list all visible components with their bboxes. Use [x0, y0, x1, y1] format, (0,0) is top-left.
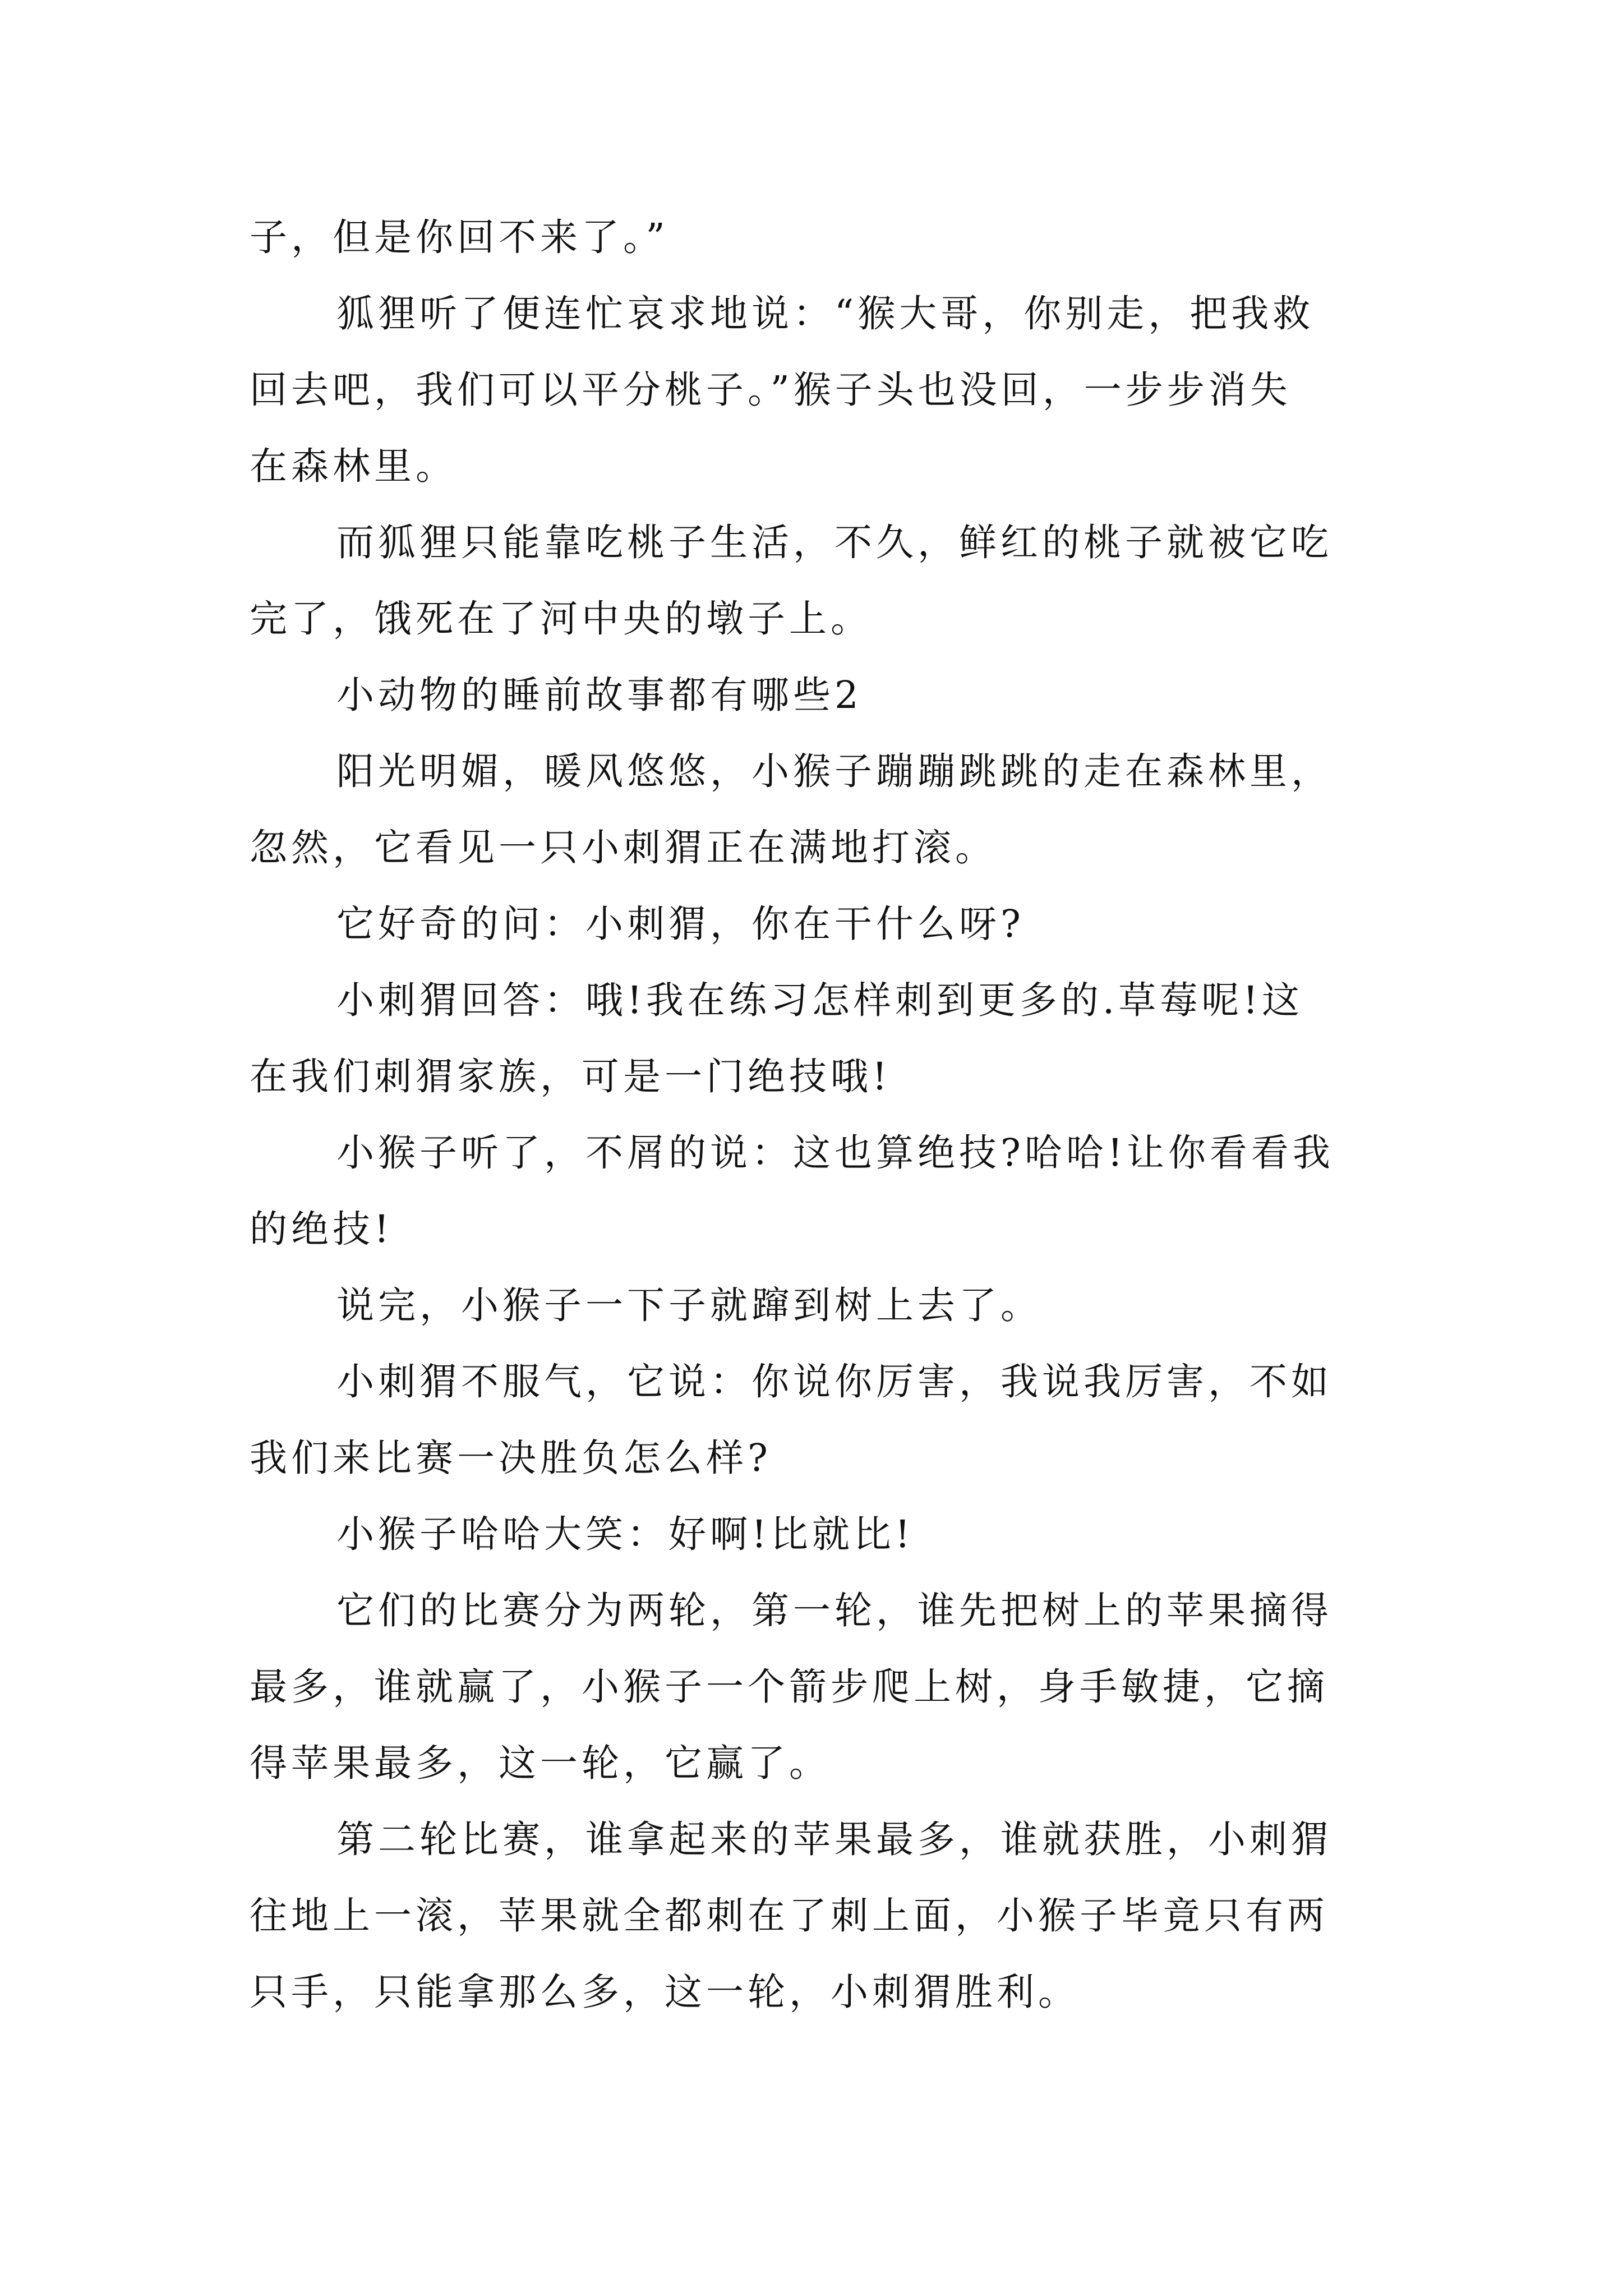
text-line: 小猴子哈哈大笑：好啊!比就比!	[336, 1512, 914, 1556]
text-line: 小动物的睡前故事都有哪些2	[336, 673, 863, 717]
text-line: 而狐狸只能靠吃桃子生活，不久，鲜红的桃子就被它吃	[336, 521, 1332, 564]
text-line: 说完，小猴子一下子就蹿到树上去了。	[336, 1283, 1042, 1327]
paragraph	[250, 1496, 1391, 1572]
paragraph	[250, 1267, 1391, 1343]
text-line: 小刺猬回答：哦!我在练习怎样刺到更多的.草莓呢!这	[336, 978, 1304, 1022]
text-line: 完了，饿死在了河中央的墩子上。	[250, 597, 872, 641]
text-line: 回去吧，我们可以平分桃子。”猴子头也没回，一步步消失	[250, 368, 1292, 412]
text-line: 小刺猬不服气，它说：你说你厉害，我说我厉害，不如	[336, 1360, 1332, 1404]
text-line: 子，但是你回不来了。”	[250, 215, 669, 259]
text-line: 忽然，它看见一只小刺猬正在满地打滚。	[250, 826, 997, 869]
text-line: 最多，谁就赢了，小猴子一个箭步爬上树，身手敏捷，它摘	[250, 1665, 1329, 1709]
paragraph	[250, 886, 1391, 962]
paragraph	[250, 275, 1391, 504]
text-line: 在森林里。	[250, 444, 457, 488]
paragraph	[250, 199, 1391, 275]
text-line: 阳光明媚，暖风悠悠，小猴子蹦蹦跳跳的走在森林里，	[336, 749, 1332, 793]
paragraph	[250, 657, 1391, 733]
text-line: 狐狸听了便连忙哀求地说：“猴大哥，你别走，把我救	[336, 292, 1315, 335]
paragraph	[250, 504, 1391, 657]
text-line: 只手，只能拿那么多，这一轮，小刺猬胜利。	[250, 1970, 1080, 2014]
text-line: 第二轮比赛，谁拿起来的苹果最多，谁就获胜，小刺猬	[336, 1818, 1332, 1861]
text-line: 小猴子听了，不屑的说：这也算绝技?哈哈!让你看看我	[336, 1131, 1334, 1175]
text-line: 得苹果最多，这一轮，它赢了。	[250, 1741, 831, 1785]
text-line: 它好奇的问：小刺猬，你在干什么呀?	[336, 902, 1025, 946]
paragraph	[250, 1572, 1391, 1801]
paragraph	[250, 1801, 1391, 2030]
paragraph	[250, 962, 1391, 1115]
paragraph	[250, 1343, 1391, 1496]
text-line: 的绝技!	[250, 1207, 393, 1251]
text-line: 在我们刺猬家族，可是一门绝技哦!	[250, 1055, 891, 1098]
text-line: 往地上一滚，苹果就全都刺在了刺上面，小猴子毕竟只有两	[250, 1894, 1329, 1938]
text-line: 它们的比赛分为两轮，第一轮，谁先把树上的苹果摘得	[336, 1589, 1332, 1632]
document-body	[250, 199, 1391, 2030]
paragraph	[250, 1115, 1391, 1267]
paragraph	[250, 733, 1391, 886]
text-line: 我们来比赛一决胜负怎么样?	[250, 1436, 772, 1480]
